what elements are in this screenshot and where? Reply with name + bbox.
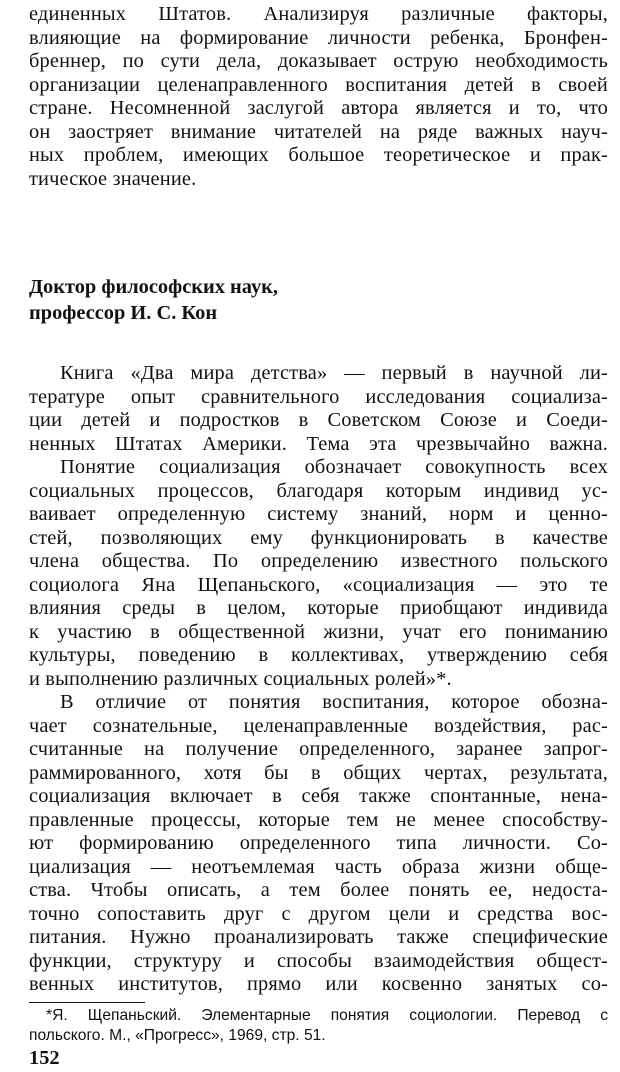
intro-line-2: влияющие на формирование личности ребенка, Бронфен- <box>29 26 608 49</box>
footnote-line-1: *Я. Щепаньский. Элементарные понятия социологии. Перевод с <box>46 1007 608 1024</box>
intro-line-5: стране. Несомненной заслугой автора является и то, что <box>29 97 608 119</box>
intro-line-7: ных проблем, имеющих большое теоретическое и прак- <box>29 144 608 166</box>
body-line-10: социолога Яна Щепаньского, «социализация — это те <box>29 573 608 596</box>
body-line-16: чает сознательные, целенаправленные воздействия, рас- <box>29 714 608 737</box>
body-line-24: точно сопоставить друг с другом цели и средства вос- <box>29 902 608 925</box>
body-line-19: социализация включает в себя также спонтанные, нена- <box>29 785 608 807</box>
body-line-18: раммированного, хотя бы в общих чертах, результата, <box>29 761 608 784</box>
signature-title: Доктор философских наук, <box>29 276 278 298</box>
body-line-3: ции детей и подростков в Советском Союзе и Соеди- <box>29 409 608 431</box>
intro-line-6: он заостряет внимание читателей на ряде важных науч- <box>29 120 608 143</box>
body-line-27: венных институтов, прямо или косвенно занятых со- <box>29 973 608 995</box>
page-number: 152 <box>29 1047 60 1069</box>
body-line-8: стей, позволяющих ему функционировать в качестве <box>29 526 608 549</box>
footnote-rule <box>29 1002 145 1003</box>
body-line-15: В отличие от понятия воспитания, которое обозна- <box>60 691 608 713</box>
body-line-11: влияния среды в целом, которые приобщают индивида <box>29 597 608 619</box>
body-line-26: функции, структуру и способы взаимодействия общест- <box>29 949 608 972</box>
intro-line-4: организации целенаправленного воспитания детей в своей <box>29 73 608 96</box>
body-line-1: Книга «Два мира детства» — первый в научной ли- <box>60 362 608 384</box>
body-line-25: питания. Нужно проанализировать также специфические <box>29 926 608 948</box>
body-line-5: Понятие социализация обозначает совокупность всех <box>60 456 608 478</box>
intro-line-8: тическое значение. <box>29 167 197 190</box>
body-line-4: ненных Штатах Америки. Тема эта чрезвычайно важна. <box>29 432 608 455</box>
body-line-12: к участию в общественной жизни, учат его пониманию <box>29 620 608 643</box>
footnote-line-2: польского. М., «Прогресс», 1969, стр. 51. <box>29 1027 326 1044</box>
body-line-14: и выполнению различных социальных ролей»*. <box>29 667 452 690</box>
body-line-6: социальных процессов, благодаря которым индивид ус- <box>29 479 608 502</box>
body-line-13: культуры, поведению в коллективах, утверждению себя <box>29 644 608 666</box>
body-line-7: ваивает определенную систему знаний, норм и ценно- <box>29 503 608 525</box>
signature-name: профессор И. С. Кон <box>29 302 218 324</box>
body-line-22: циализация — неотъемлемая часть образа жизни обще- <box>29 855 608 878</box>
body-line-17: считанные на получение определенного, заранее запрог- <box>29 738 608 760</box>
body-line-21: ют формированию определенного типа личности. Со- <box>29 832 608 854</box>
intro-line-1: единенных Штатов. Анализируя различные факторы, <box>29 3 608 25</box>
body-line-23: ства. Чтобы описать, а тем более понять ее, недоста- <box>29 879 608 901</box>
body-line-20: правленные процессы, которые тем не менее способству- <box>29 808 608 831</box>
intro-line-3: бреннер, по сути дела, доказывает острую необходимость <box>29 50 608 72</box>
body-line-9: члена общества. По определению известного польского <box>29 550 608 572</box>
body-line-2: тературе опыт сравнительного исследования социализа- <box>29 385 608 408</box>
